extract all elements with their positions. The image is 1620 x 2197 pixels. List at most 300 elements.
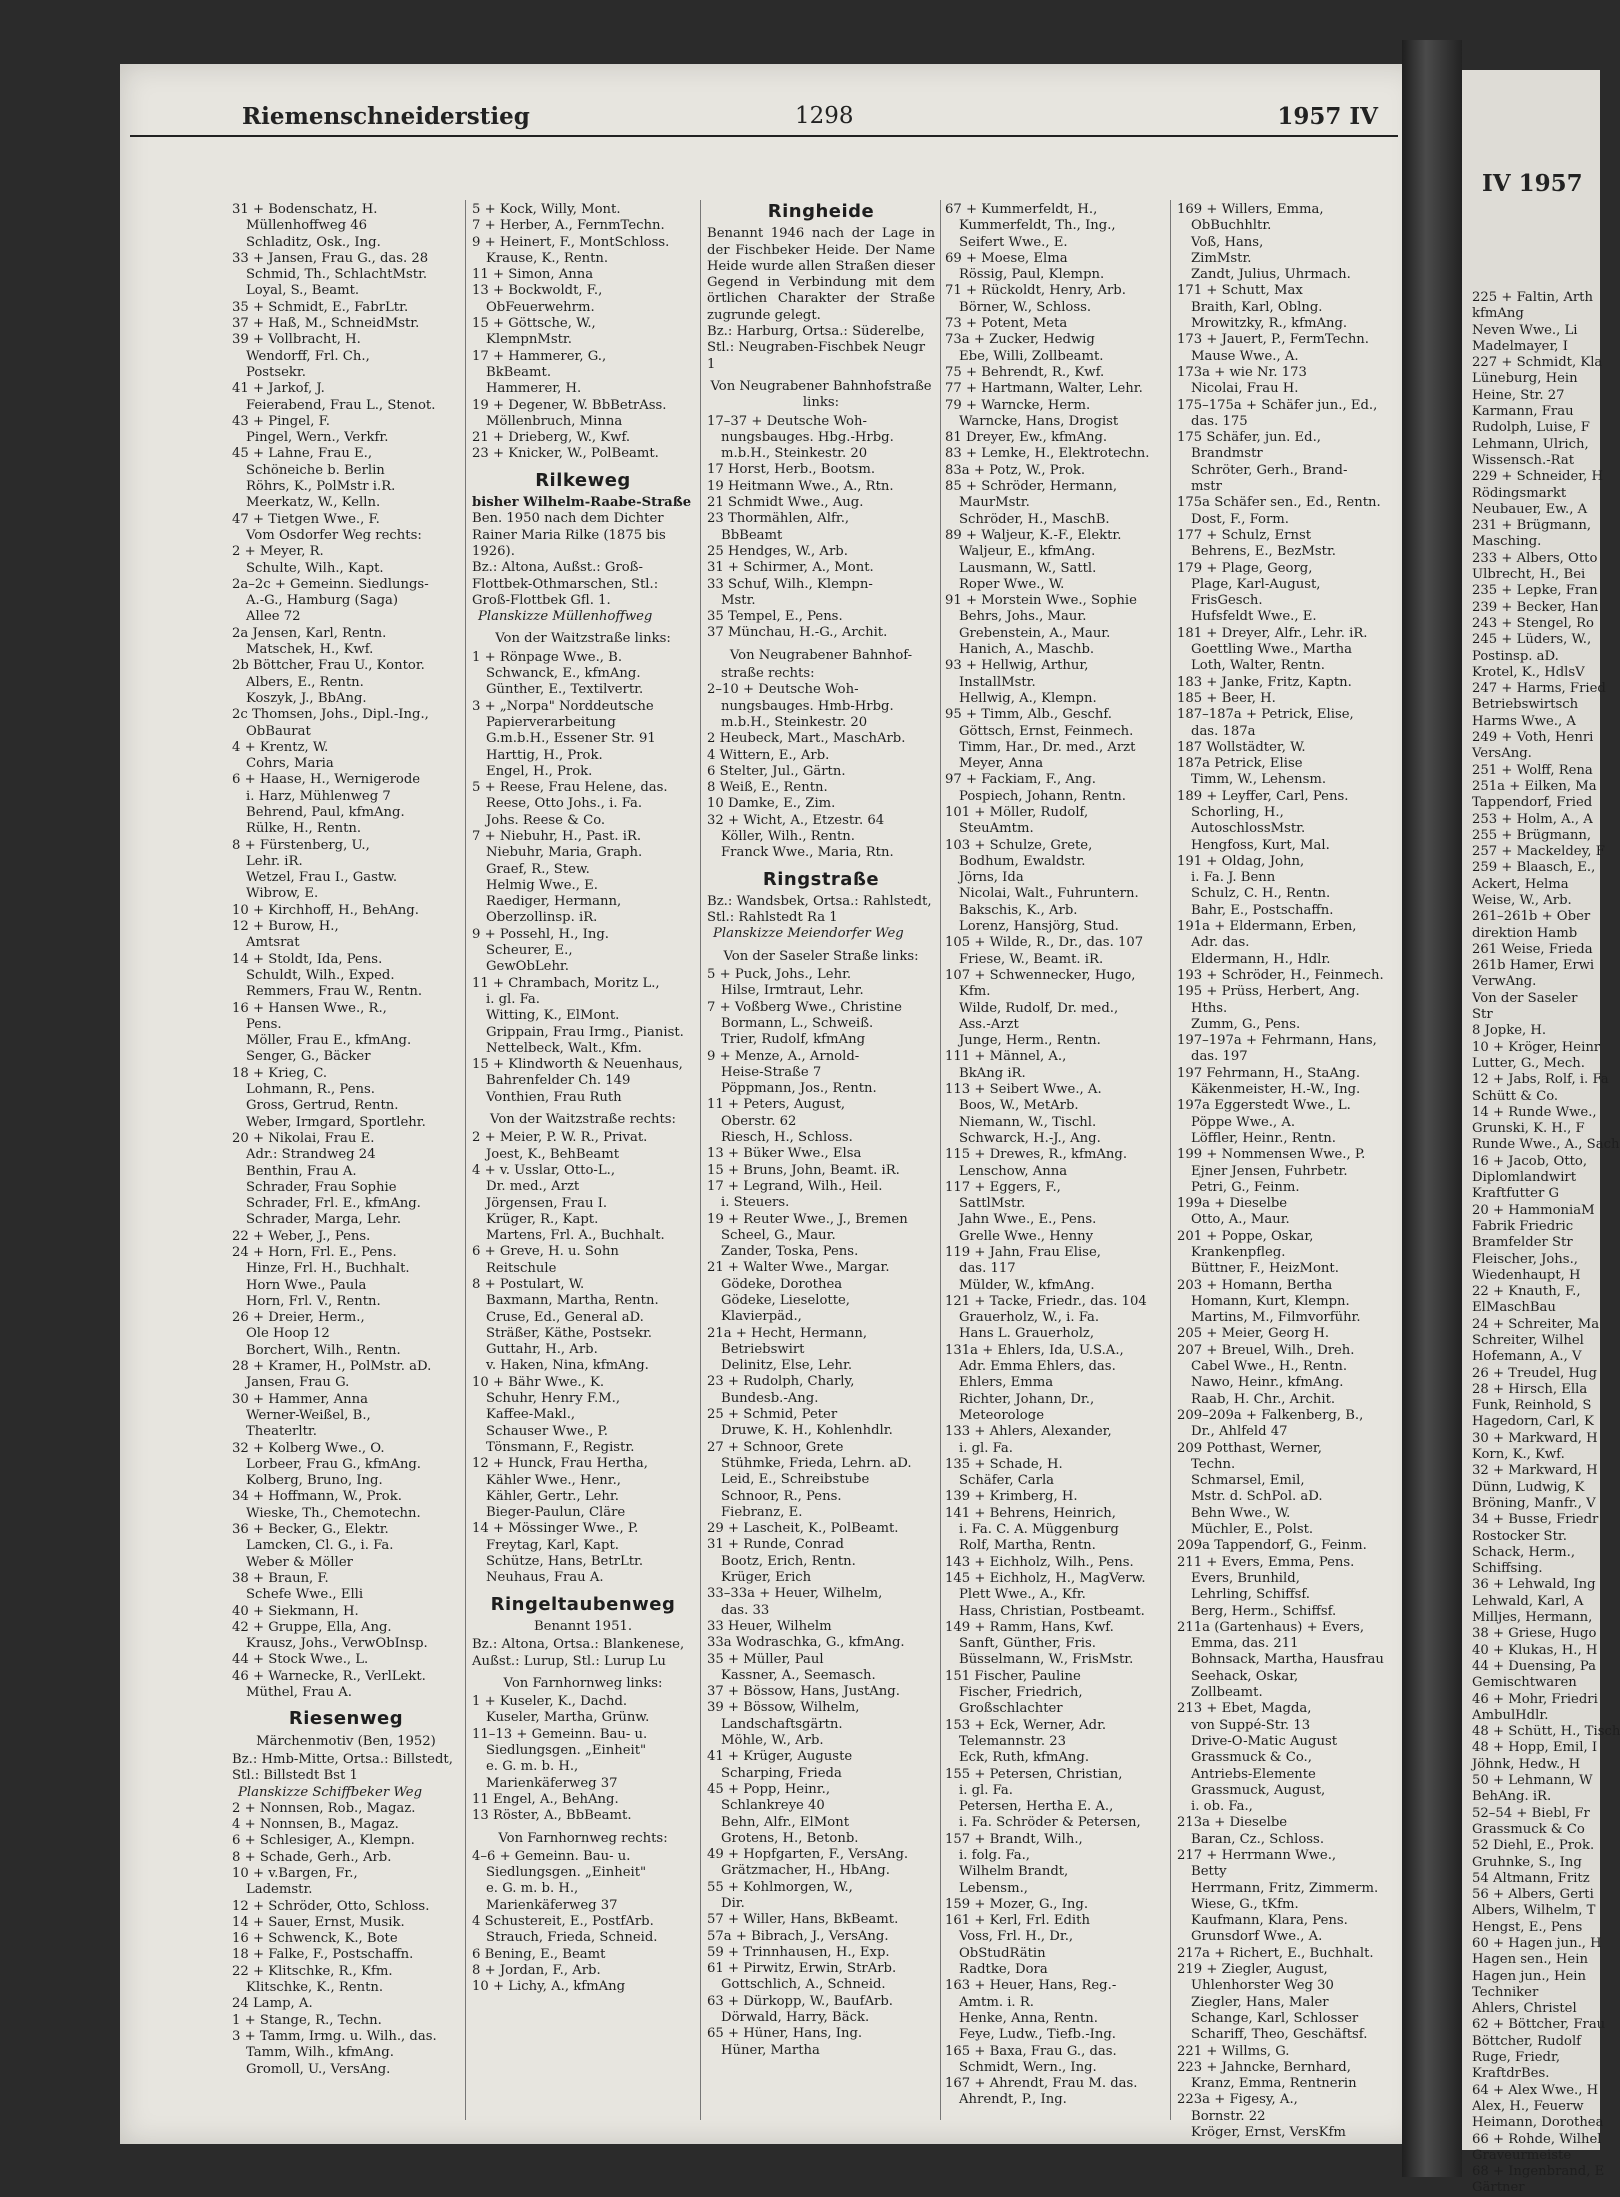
directory-entry: Dir. — [721, 1895, 745, 1911]
directory-entry: 11 Engel, A., BehAng. — [472, 1791, 619, 1807]
directory-entry: Adr. das. — [1191, 935, 1250, 951]
directory-entry: Kaufmann, Klara, Pens. — [1191, 1913, 1348, 1929]
directory-entry: 8 Weiß, E., Rentn. — [707, 780, 828, 796]
street-subheading: Von Farnhornweg links: — [503, 1675, 663, 1691]
directory-entry: das. 187a — [1191, 723, 1256, 739]
directory-entry: 24 Lamp, A. — [232, 1996, 313, 2012]
directory-entry: Von der Saseler Str — [1472, 990, 1578, 1023]
directory-entry: 261 Weise, Frieda — [1472, 941, 1593, 957]
directory-entry: Schmidt, Wern., Ing. — [959, 2059, 1097, 2075]
street-info: bisher Wilhelm-Raabe-Straße — [472, 495, 692, 511]
directory-entry: 143 + Eichholz, Wilh., Pens. — [945, 1554, 1134, 1570]
directory-entry: Engel, H., Prok. — [486, 763, 593, 779]
directory-entry: 193 + Schröder, H., Feinmech. — [1177, 967, 1384, 983]
directory-entry: Radtke, Dora — [959, 1962, 1048, 1978]
directory-entry: 47 + Tietgen Wwe., F. — [232, 511, 380, 527]
directory-entry: Krotel, K., HdlsV — [1472, 664, 1585, 680]
street-info: Bz.: Altona, Außst.: Groß-Flottbek-Othmarschen, Stl.: Groß-Flottbek Gfl. 1. — [472, 560, 659, 608]
directory-entry: Voss, Frl. H., Dr., — [959, 1929, 1074, 1945]
directory-entry: 8 + Fürstenberg, U., — [232, 837, 370, 853]
directory-entry: 19 + Degener, W. BbBetrAss. — [472, 397, 667, 413]
directory-entry: Adr. Emma Ehlers, das. — [959, 1359, 1116, 1375]
directory-entry: 199 + Nommensen Wwe., P. — [1177, 1147, 1366, 1163]
directory-entry: Lebensm., — [959, 1880, 1028, 1896]
directory-entry: Johs. Reese & Co. — [486, 812, 606, 828]
directory-entry: 95 + Timm, Alb., Geschf. — [945, 707, 1112, 723]
directory-entry: 52 Diehl, E., Prok. — [1472, 1838, 1595, 1854]
directory-entry: 45 + Lahne, Frau E., — [232, 446, 373, 462]
directory-entry: Ass.-Arzt — [959, 1016, 1019, 1032]
directory-entry: 157 + Brandt, Wilh., — [945, 1831, 1083, 1847]
directory-entry: Müchler, E., Polst. — [1191, 1522, 1314, 1538]
directory-entry: Lorbeer, Frau G., kfmAng. — [246, 1456, 421, 1472]
directory-entry: Eldermann, H., Hdlr. — [1191, 951, 1331, 967]
directory-entry: 37 + Bössow, Hans, JustAng. — [707, 1684, 900, 1700]
directory-entry: 2–10 + Deutsche Woh- — [707, 682, 859, 698]
directory-entry: Behrs, Johs., Maur. — [959, 609, 1087, 625]
column-divider — [1170, 200, 1171, 2120]
directory-entry: 39 + Vollbracht, H. — [232, 332, 361, 348]
directory-entry: Bakschis, K., Arb. — [959, 902, 1078, 918]
directory-entry: 33 + Jansen, Frau G., das. 28 — [232, 250, 429, 266]
directory-entry: 139 + Krimberg, H. — [945, 1489, 1078, 1505]
directory-entry: Raab, H. Chr., Archit. — [1191, 1391, 1336, 1407]
directory-entry: 169 + Willers, Emma, — [1177, 202, 1324, 217]
directory-entry: 257 + Mackeldey, F — [1472, 844, 1605, 860]
directory-entry: i. gl. Fa. — [959, 1440, 1013, 1456]
street-heading-rilkeweg: Rilkeweg — [535, 469, 631, 491]
directory-entry: Grippain, Frau Irmg., Pianist. — [486, 1024, 684, 1040]
directory-entry: 175a Schäfer sen., Ed., Rentn. — [1177, 495, 1381, 511]
directory-entry: 23 + Rudolph, Charly, — [707, 1374, 855, 1390]
directory-entry: Käkenmeister, H.-W., Ing. — [1191, 1082, 1361, 1098]
directory-entry: Krausz, Johs., VerwObInsp. — [246, 1636, 428, 1652]
directory-entry: Nicolai, Walt., Fuhruntern. — [959, 886, 1139, 902]
directory-entry: Plage, Karl-August, — [1191, 576, 1321, 592]
directory-entry: BkAng iR. — [959, 1065, 1026, 1081]
directory-entry: 103 + Schulze, Grete, — [945, 837, 1093, 853]
directory-entry: Ehlers, Emma — [959, 1375, 1054, 1391]
directory-entry: Lutter, G., Mech. — [1472, 1055, 1585, 1071]
directory-entry: Gödeke, Dorothea — [721, 1276, 843, 1292]
directory-entry: Grassmuck & Co., — [1191, 1750, 1312, 1766]
directory-entry: 67 + Kummerfeldt, H., — [945, 202, 1098, 217]
directory-entry: Albers, E., Rentn. — [246, 674, 364, 690]
directory-entry: Scheurer, E., — [486, 943, 573, 959]
directory-entry: 38 + Braun, F. — [232, 1570, 329, 1586]
directory-entry: Harms Wwe., A — [1472, 713, 1576, 729]
directory-entry: Zandt, Julius, Uhrmach. — [1191, 267, 1351, 283]
directory-entry: 1 + Kuseler, K., Dachd. — [472, 1694, 628, 1710]
directory-entry: 12 + Jabs, Rolf, i. Fa — [1472, 1072, 1609, 1088]
directory-entry: 14 + Sauer, Ernst, Musik. — [232, 1914, 405, 1930]
directory-entry: 33 Heuer, Wilhelm — [707, 1618, 832, 1634]
directory-entry: Günther, E., Textilvertr. — [486, 682, 644, 698]
directory-entry: Helmig Wwe., E. — [486, 877, 598, 893]
directory-entry: Lehr. iR. — [246, 853, 303, 869]
directory-entry: Schack, Herm., — [1472, 1544, 1576, 1560]
directory-entry: Meerkatz, W., Kelln. — [246, 495, 381, 511]
directory-entry: MaurMstr. — [959, 495, 1030, 511]
directory-entry: Funk, Reinhold, S — [1472, 1398, 1592, 1414]
directory-entry: 17 + Hammerer, G., — [472, 348, 607, 364]
directory-entry: Bohnsack, Martha, Hausfrau — [1191, 1652, 1384, 1668]
directory-entry: Neuhaus, Frau A. — [486, 1570, 604, 1586]
directory-entry: 233 + Albers, Otto — [1472, 550, 1598, 566]
directory-entry: Warncke, Hans, Drogist — [959, 413, 1119, 429]
directory-entry: 6 + Greve, H. u. Sohn — [472, 1244, 619, 1260]
directory-entry: Techniker — [1472, 1984, 1539, 2000]
directory-entry: Bahrenfelder Ch. 149 — [486, 1073, 631, 1089]
directory-entry: i. folg. Fa., — [959, 1847, 1030, 1863]
directory-entry: 261–261b + Ober — [1472, 909, 1591, 925]
street-subheading: Von der Waitzstraße links: — [495, 631, 671, 647]
directory-entry: e. G. m. b. H., — [486, 1759, 579, 1775]
directory-entry: 24 + Schreiter, Ma — [1472, 1316, 1600, 1332]
directory-entry: 23 Thormählen, Alfr., — [707, 511, 850, 527]
directory-entry: 203 + Homann, Bertha — [1177, 1277, 1333, 1293]
street-info: Bz.: Harburg, Ortsa.: Süderelbe, Stl.: Neugraben-Fischbek Neugr 1 — [707, 324, 926, 372]
directory-entry: Betriebswirt — [721, 1341, 805, 1357]
directory-entry: 1 + Stange, R., Techn. — [232, 2012, 382, 2028]
directory-entry: Grelle Wwe., Henny — [959, 1228, 1094, 1244]
directory-entry: v. Haken, Nina, kfmAng. — [486, 1358, 649, 1374]
directory-entry: 173a + wie Nr. 173 — [1177, 364, 1307, 380]
directory-entry: 225 + Faltin, Arth — [1472, 290, 1593, 305]
directory-entry: Wiese, G., tKfm. — [1191, 1896, 1299, 1912]
directory-entry: 187 Wollstädter, W. — [1177, 739, 1306, 755]
directory-entry: Meyer, Anna — [959, 756, 1044, 772]
directory-entry: Schauser Wwe., P. — [486, 1423, 608, 1439]
directory-entry: 21 + Walter Wwe., Margar. — [707, 1260, 890, 1276]
directory-entry: Schütt & Co. — [1472, 1088, 1559, 1104]
directory-entry: Bieger-Paulun, Cläre — [486, 1505, 626, 1521]
street-note: Planskizze Schiffbeker Weg — [238, 1784, 423, 1800]
page-number: 1298 — [795, 103, 854, 129]
directory-entry: 13 + Bockwoldt, F., — [472, 283, 603, 299]
directory-entry: Loyal, S., Beamt. — [246, 283, 360, 299]
directory-entry: 7 + Herber, A., FernmTechn. — [472, 218, 665, 234]
directory-entry: Hüner, Martha — [721, 2042, 820, 2058]
directory-entry: Gärtner — [1472, 2180, 1525, 2196]
directory-entry: G.m.b.H., Essener Str. 91 — [486, 731, 656, 747]
directory-entry: 119 + Jahn, Frau Elise, — [945, 1245, 1101, 1260]
directory-entry: Röhrs, K., PolMstr i.R. — [246, 479, 396, 495]
directory-entry: 229 + Schneider, H — [1472, 469, 1604, 485]
directory-entry: Nawo, Heinr., kfmAng. — [1191, 1375, 1344, 1391]
column-1 — [232, 202, 460, 2122]
directory-entry: 12 + Schröder, Otto, Schloss. — [232, 1898, 430, 1914]
directory-entry: Senger, G., Bäcker — [246, 1049, 371, 1065]
directory-entry: 13 + Büker Wwe., Elsa — [707, 1146, 862, 1162]
directory-entry: Kröger, Ernst, VersKfm — [1191, 2125, 1346, 2141]
directory-entry: Zollbeamt. — [1191, 1685, 1263, 1701]
directory-entry: Cohrs, Maria — [246, 756, 334, 772]
directory-entry: 56 + Albers, Gerti — [1472, 1887, 1594, 1903]
directory-entry: 211 + Evers, Emma, Pens. — [1177, 1554, 1355, 1570]
directory-entry: Schladitz, Osk., Ing. — [246, 234, 381, 250]
directory-entry: Wilhelm Brandt, — [959, 1864, 1069, 1880]
directory-entry: 197–197a + Fehrmann, Hans, — [1177, 1033, 1377, 1049]
directory-entry: Kähler Wwe., Henr., — [486, 1472, 621, 1488]
directory-entry: 223 + Jahncke, Bernhard, — [1177, 2059, 1351, 2075]
directory-entry: Leid, E., Schreibstube — [721, 1472, 870, 1488]
directory-entry: Junge, Herm., Rentn. — [959, 1033, 1101, 1049]
directory-entry: 211a (Gartenhaus) + Evers, — [1177, 1619, 1365, 1635]
directory-entry: Ruge, Friedr, — [1472, 2050, 1561, 2066]
directory-entry: 155 + Petersen, Christian, — [945, 1766, 1123, 1782]
directory-entry: Jöhnk, Hedw., H — [1472, 1756, 1581, 1772]
street-info: Ben. 1950 nach dem Dichter Rainer Maria Rilke (1875 bis 1926). — [472, 511, 666, 559]
directory-entry: Klavierpäd., — [721, 1309, 802, 1325]
directory-entry: 217 + Herrmann Wwe., — [1177, 1847, 1337, 1863]
column-3 — [707, 202, 935, 2122]
directory-entry: 19 Heitmann Wwe., A., Rtn. — [707, 478, 894, 494]
directory-entry: 17 Horst, Herb., Bootsm. — [707, 462, 876, 478]
directory-entry: Graef, R., Stew. — [486, 861, 590, 877]
directory-entry: Köller, Wilh., Rentn. — [721, 828, 855, 844]
directory-entry: 91 + Morstein Wwe., Sophie — [945, 593, 1137, 609]
directory-entry: Witting, K., ElMont. — [486, 1008, 620, 1024]
directory-entry: 173 + Jauert, P., FermTechn. — [1177, 332, 1369, 348]
directory-entry: Bormann, L., Schweiß. — [721, 1015, 874, 1031]
directory-entry: 219 + Ziegler, August, — [1177, 1962, 1328, 1978]
directory-entry: e. G. m. b. H., — [486, 1881, 579, 1897]
directory-entry: 249 + Voth, Henri — [1472, 730, 1594, 746]
directory-entry: Hanich, A., Maschb. — [959, 642, 1095, 658]
directory-entry: 255 + Brügmann, — [1472, 827, 1592, 843]
directory-entry: Plett Wwe., A., Kfr. — [959, 1587, 1086, 1603]
directory-entry: Theaterltr. — [246, 1424, 317, 1440]
directory-entry: Schrader, Frl. E., kfmAng. — [246, 1196, 421, 1212]
directory-entry: 79 + Warncke, Herm. — [945, 397, 1091, 413]
column-divider — [700, 200, 701, 2120]
directory-entry: 48 + Schütt, H., Tisch — [1472, 1724, 1620, 1740]
directory-entry: 10 Damke, E., Zim. — [707, 796, 836, 812]
directory-entry: 221 + Willms, G. — [1177, 2043, 1290, 2059]
directory-entry: 42 + Gruppe, Ella, Ang. — [232, 1619, 392, 1635]
directory-entry: Homann, Kurt, Klempn. — [1191, 1293, 1350, 1309]
directory-entry: 209–209a + Falkenberg, B., — [1177, 1407, 1364, 1423]
directory-entry: Antriebs-Elemente — [1191, 1766, 1316, 1782]
directory-entry: 6 Bening, E., Beamt — [472, 1946, 606, 1962]
directory-entry: Fleischer, Johs., — [1472, 1251, 1578, 1267]
directory-entry: BehAng. iR. — [1472, 1789, 1552, 1805]
directory-entry: Friese, W., Beamt. iR. — [959, 951, 1104, 967]
directory-entry: Möhle, W., Arb. — [721, 1733, 824, 1749]
directory-entry: 36 + Becker, G., Elektr. — [232, 1522, 389, 1538]
directory-entry: Berg, Herm., Schiffsf. — [1191, 1603, 1337, 1619]
directory-entry: 243 + Stengel, Ro — [1472, 615, 1594, 631]
directory-entry: m.b.H., Steinkestr. 20 — [721, 714, 868, 730]
directory-entry: 14 + Mössinger Wwe., P. — [472, 1521, 639, 1537]
directory-entry: Masching. — [1472, 534, 1542, 550]
directory-entry: 197a Eggerstedt Wwe., L. — [1177, 1098, 1351, 1114]
directory-entry: Weber & Möller — [246, 1554, 353, 1570]
directory-entry: 39 + Bössow, Wilhelm, — [707, 1700, 860, 1716]
directory-entry: Löffler, Heinr., Rentn. — [1191, 1130, 1336, 1146]
column-4 — [945, 202, 1165, 2122]
directory-entry: 11 + Peters, August, — [707, 1097, 846, 1113]
directory-entry: straße rechts: — [721, 666, 815, 682]
directory-entry: Hellwig, A., Klempn. — [959, 690, 1097, 706]
directory-entry: 40 + Klukas, H., H — [1472, 1642, 1598, 1658]
directory-entry: Techn. — [1191, 1456, 1236, 1472]
directory-entry: 163 + Heuer, Hans, Reg.- — [945, 1978, 1117, 1994]
directory-entry: Goettling Wwe., Martha — [1191, 642, 1352, 658]
directory-entry: 65 + Hüner, Hans, Ing. — [707, 2026, 863, 2042]
directory-entry: 205 + Meier, Georg H. — [1177, 1326, 1330, 1342]
directory-entry: 26 + Treudel, Hug — [1472, 1365, 1597, 1381]
directory-entry: Rülke, H., Rentn. — [246, 821, 362, 837]
directory-entry: i. Steuers. — [721, 1195, 790, 1211]
directory-entry: 251 + Wolff, Rena — [1472, 762, 1593, 778]
directory-entry: Bootz, Erich, Rentn. — [721, 1553, 856, 1569]
directory-entry: Lehwald, Karl, A — [1472, 1593, 1584, 1609]
directory-entry: 141 + Behrens, Heinrich, — [945, 1505, 1116, 1521]
directory-entry: 62 + Böttcher, Frau — [1472, 2017, 1606, 2033]
directory-entry: Kuseler, Martha, Grünw. — [486, 1710, 650, 1726]
directory-entry: Lamcken, Cl. G., i. Fa. — [246, 1538, 394, 1554]
street-subheading: Von der Saseler Straße links: — [723, 948, 919, 964]
street-heading-ringeltaubenweg: Ringeltaubenweg — [490, 1593, 676, 1615]
directory-entry: Stühmke, Frieda, Lehrn. aD. — [721, 1455, 912, 1471]
directory-entry: Schulz, C. H., Rentn. — [1191, 886, 1331, 902]
directory-entry: i. Fa. Schröder & Petersen, — [959, 1815, 1141, 1831]
directory-entry: Bahr, E., Postschaffn. — [1191, 902, 1334, 918]
column-divider — [940, 200, 941, 2120]
directory-entry: Jörns, Ida — [959, 870, 1024, 886]
directory-entry: Petri, G., Feinm. — [1191, 1179, 1300, 1195]
directory-entry: Scharping, Frieda — [721, 1765, 842, 1781]
directory-entry: ObFeuerwehrm. — [486, 299, 595, 315]
directory-entry: 12 + Hunck, Frau Hertha, — [472, 1456, 648, 1472]
directory-entry: 32 + Wicht, A., Etzestr. 64 — [707, 812, 885, 828]
directory-entry: i. Harz, Mühlenweg 7 — [246, 788, 391, 804]
directory-entry: Druwe, K. H., Kohlenhdlr. — [721, 1423, 893, 1439]
directory-entry: 14 + Runde Wwe., — [1472, 1104, 1597, 1120]
directory-entry: 115 + Drewes, R., kfmAng. — [945, 1147, 1128, 1163]
directory-entry: Büttner, F., HeizMont. — [1191, 1261, 1339, 1277]
directory-entry: Schrader, Marga, Lehr. — [246, 1212, 402, 1228]
directory-entry: 20 + Nikolai, Frau E. — [232, 1130, 375, 1146]
directory-entry: Henke, Anna, Rentn. — [959, 2010, 1098, 2026]
directory-entry: Reese, Otto Johs., i. Fa. — [486, 796, 643, 812]
directory-entry: Albers, Wilhelm, T — [1472, 1903, 1596, 1919]
directory-entry: Gödeke, Lieselotte, — [721, 1293, 851, 1308]
directory-entry: direktion Hamb — [1472, 925, 1578, 941]
directory-entry: Schulte, Wilh., Kapt. — [246, 560, 384, 576]
directory-entry: Tönsmann, F., Registr. — [486, 1439, 635, 1455]
directory-entry: ObBaurat — [246, 723, 311, 739]
directory-entry: VersAng. — [1472, 746, 1532, 762]
directory-entry: Postinsp. aD. — [1472, 648, 1559, 664]
directory-entry: 179 + Plage, Georg, — [1177, 560, 1313, 576]
directory-entry: 2 + Meier, P. W. R., Privat. — [472, 1130, 648, 1146]
directory-entry: Boos, W., MetArb. — [959, 1098, 1079, 1114]
directory-entry: Ahlers, Christel — [1472, 2001, 1577, 2017]
directory-entry: 45 + Popp, Heinr., — [707, 1781, 831, 1797]
directory-entry: Rolf, Martha, Rentn. — [959, 1538, 1096, 1554]
directory-entry: Schariff, Theo, Geschäftsf. — [1191, 2027, 1368, 2043]
directory-entry: Grassmuck, August, — [1191, 1782, 1326, 1798]
directory-entry: 9 + Possehl, H., Ing. — [472, 926, 609, 942]
directory-entry: 27 + Schnoor, Grete — [707, 1439, 844, 1455]
street-heading-ringheide: Ringheide — [767, 201, 875, 222]
directory-entry: Waljeur, E., kfmAng. — [959, 544, 1096, 560]
directory-entry: 245 + Lüders, W., — [1472, 632, 1592, 648]
directory-entry: Fabrik Friedric — [1472, 1218, 1574, 1234]
directory-entry: 33–33a + Heuer, Wilhelm, — [707, 1586, 883, 1602]
directory-entry: 11–13 + Gemeinn. Bau- u. — [472, 1726, 648, 1742]
directory-entry: Neven Wwe., Li — [1472, 322, 1578, 338]
directory-entry: Kaffee-Makl., — [486, 1407, 576, 1423]
directory-entry: Hass, Christian, Postbeamt. — [959, 1603, 1145, 1619]
directory-entry: 26 + Dreier, Herm., — [232, 1310, 365, 1326]
directory-entry: Ahrendt, P., Ing. — [959, 2092, 1067, 2108]
directory-entry: Tappendorf, Fried — [1472, 795, 1593, 811]
directory-entry: Behrend, Paul, kfmAng. — [246, 804, 405, 820]
directory-entry: 227 + Schmidt, Kla — [1472, 355, 1603, 371]
directory-entry: Schuhr, Henry F.M., — [486, 1391, 621, 1407]
directory-entry: Lorenz, Hansjörg, Stud. — [959, 919, 1119, 935]
directory-entry: 30 + Markward, H — [1472, 1430, 1598, 1446]
directory-entry: Mause Wwe., A. — [1191, 348, 1299, 364]
directory-entry: Evers, Brunhild, — [1191, 1570, 1300, 1586]
directory-entry: 2a Jensen, Karl, Rentn. — [232, 625, 387, 641]
directory-entry: Behn Wwe., W. — [1191, 1505, 1291, 1521]
directory-entry: Krause, K., Rentn. — [486, 250, 609, 266]
directory-entry: 34 + Busse, Friedr — [1472, 1512, 1599, 1528]
directory-entry: 55 + Kohlmorgen, W., — [707, 1879, 853, 1895]
directory-entry: Braith, Karl, Oblng. — [1191, 299, 1323, 315]
directory-entry: 5 + Kock, Willy, Mont. — [472, 202, 621, 217]
directory-entry: Jansen, Frau G. — [246, 1375, 350, 1391]
directory-entry: Pospiech, Johann, Rentn. — [959, 788, 1126, 804]
year-volume: 1957 IV — [1277, 103, 1378, 130]
directory-entry: Feye, Ludw., Tiefb.-Ing. — [959, 2027, 1116, 2043]
directory-entry: VerwAng. — [1472, 974, 1537, 990]
directory-entry: 207 + Breuel, Wilh., Dreh. — [1177, 1342, 1355, 1358]
street-subheading: Von Neugrabener Bahnhofstraße links: — [710, 378, 932, 411]
directory-entry: Großschlachter — [959, 1701, 1063, 1717]
directory-entry: Brandmstr — [1191, 446, 1263, 462]
directory-entry: Hagedorn, Carl, K — [1472, 1414, 1594, 1430]
directory-entry: Niebuhr, Maria, Graph. — [486, 845, 643, 861]
directory-entry: 31 + Runde, Conrad — [707, 1537, 844, 1553]
directory-entry: Von der Waitzstraße rechts: — [490, 1112, 676, 1128]
directory-entry: Schiffsing. — [1472, 1561, 1543, 1577]
directory-entry: Reitschule — [486, 1260, 557, 1276]
directory-entry: Lohmann, R., Pens. — [246, 1082, 375, 1098]
directory-entry: Ackert, Helma — [1472, 876, 1569, 892]
street-heading-ringstrasse: Ringstraße — [762, 868, 880, 890]
directory-entry: 131a + Ehlers, Ida, U.S.A., — [945, 1342, 1124, 1358]
directory-entry: 81 Dreyer, Ew., kfmAng. — [945, 430, 1108, 446]
directory-entry: Drive-O-Matic August — [1191, 1733, 1338, 1749]
column-5 — [1177, 202, 1399, 2141]
directory-entry: Diplomlandwirt — [1472, 1170, 1577, 1186]
directory-entry: Joest, K., BehBeamt — [486, 1146, 620, 1162]
directory-entry: 14 + Stoldt, Ida, Pens. — [232, 951, 383, 967]
directory-entry: 7 + Voßberg Wwe., Christine — [707, 999, 902, 1015]
directory-entry: Herrmann, Fritz, Zimmerm. — [1191, 1880, 1379, 1896]
directory-entry: 239 + Becker, Han — [1472, 599, 1599, 615]
directory-entry: Mülder, W., kfmAng. — [959, 1277, 1095, 1293]
directory-entry: Baxmann, Martha, Rentn. — [486, 1293, 659, 1309]
directory-entry: 64 + Alex Wwe., H — [1472, 2082, 1599, 2098]
directory-entry: 10 + Bähr Wwe., K. — [472, 1374, 605, 1390]
